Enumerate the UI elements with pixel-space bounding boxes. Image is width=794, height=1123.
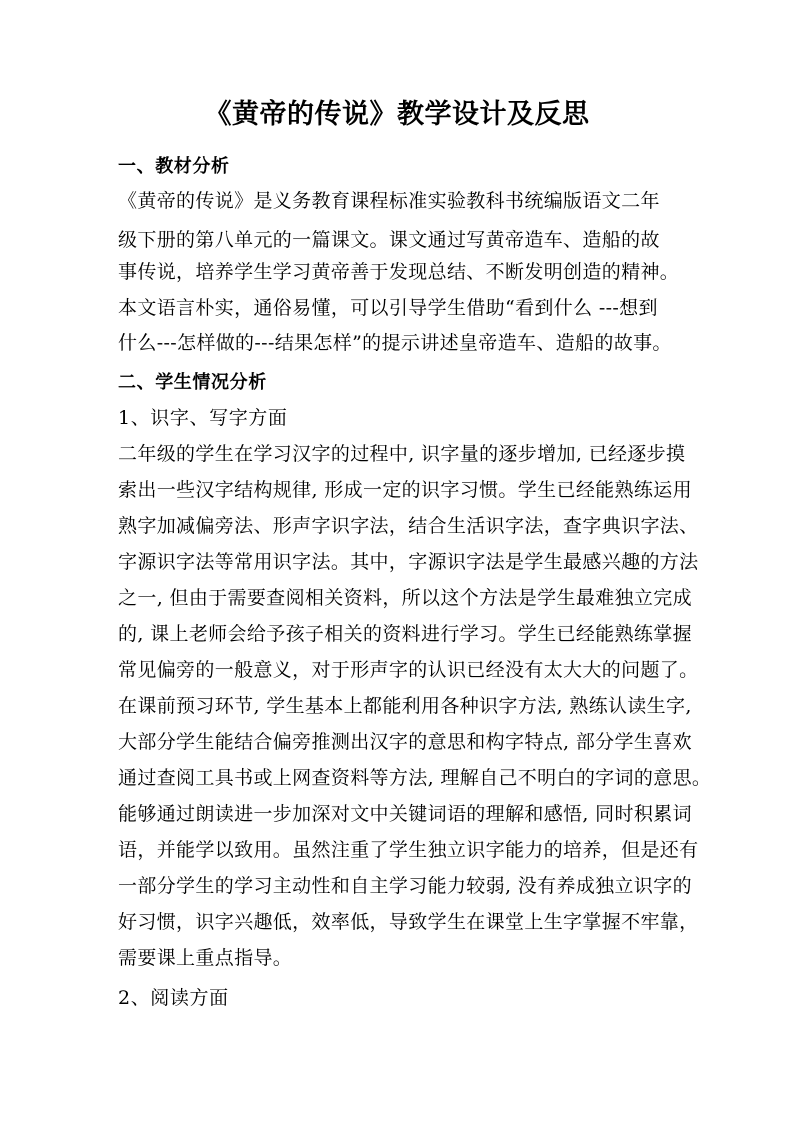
paragraph-line: 级下册的第八单元的一篇课文。课文通过写黄帝造车、造船的故 — [118, 229, 660, 251]
paragraph-line: 大部分学生能结合偏旁推测出汉字的意思和构字特点, 部分学生喜欢 — [118, 731, 692, 753]
paragraph-line: 之一, 但由于需要查阅相关资料，所以这个方法是学生最难独立完成 — [118, 587, 692, 609]
paragraph-line: 索出一些汉字结构规律, 形成一定的识字习惯。学生已经能熟练运用 — [118, 479, 692, 501]
section-heading-textbook-analysis: 一、教材分析 — [118, 156, 230, 177]
paragraph-line: 语，并能学以致用。虽然注重了学生独立识字能力的培养，但是还有 — [118, 839, 699, 861]
paragraph-line: 需要课上重点指导。 — [118, 947, 293, 969]
paragraph-line: 熟字加减偏旁法、形声字识字法，结合生活识字法，查字典识字法、 — [118, 515, 699, 537]
paragraph-line: 的, 课上老师会给予孩子相关的资料进行学习。学生已经能熟练掌握 — [118, 623, 692, 645]
paragraph-line: 字源识字法等常用识字法。其中，字源识字法是学生最感兴趣的方法 — [118, 551, 699, 573]
paragraph-line: 一部分学生的学习主动性和自主学习能力较弱, 没有养成独立识字的 — [118, 875, 692, 897]
paragraph-line: 通过查阅工具书或上网查资料等方法, 理解自己不明白的字词的意思。 — [118, 767, 712, 789]
document-title: 《黄帝的传说》教学设计及反思 — [204, 99, 590, 130]
paragraph-line: 《黄帝的传说》是义务教育课程标准实验教科书统编版语文二年 — [118, 190, 660, 212]
section-heading-student-analysis: 二、学生情况分析 — [118, 372, 267, 393]
paragraph-line: 事传说，培养学生学习黄帝善于发现总结、不断发明创造的精神。 — [118, 261, 680, 283]
paragraph-line: 能够通过朗读进一步加深对文中关键词语的理解和感悟, 同时积累词 — [118, 803, 692, 825]
subsection-heading-literacy: 1、识字、写字方面 — [118, 407, 288, 429]
subsection-heading-reading: 2、阅读方面 — [118, 987, 229, 1009]
paragraph-line: 常见偏旁的一般意义，对于形声字的认识已经没有太大大的问题了。 — [118, 659, 699, 681]
paragraph-line: 二年级的学生在学习汉字的过程中, 识字量的逐步增加, 已经逐步摸 — [118, 443, 686, 465]
paragraph-line: 在课前预习环节, 学生基本上都能利用各种识字方法, 熟练认读生字, — [118, 695, 692, 717]
paragraph-line: 什么---怎样做的---结果怎样”的提示讲述皇帝造车、造船的故事。 — [118, 332, 672, 354]
paragraph-line: 本文语言朴实，通俗易懂，可以引导学生借助“看到什么 ---想到 — [118, 297, 658, 319]
paragraph-line: 好习惯，识字兴趣低，效率低，导致学生在课堂上生字掌握不牢靠， — [118, 911, 699, 933]
